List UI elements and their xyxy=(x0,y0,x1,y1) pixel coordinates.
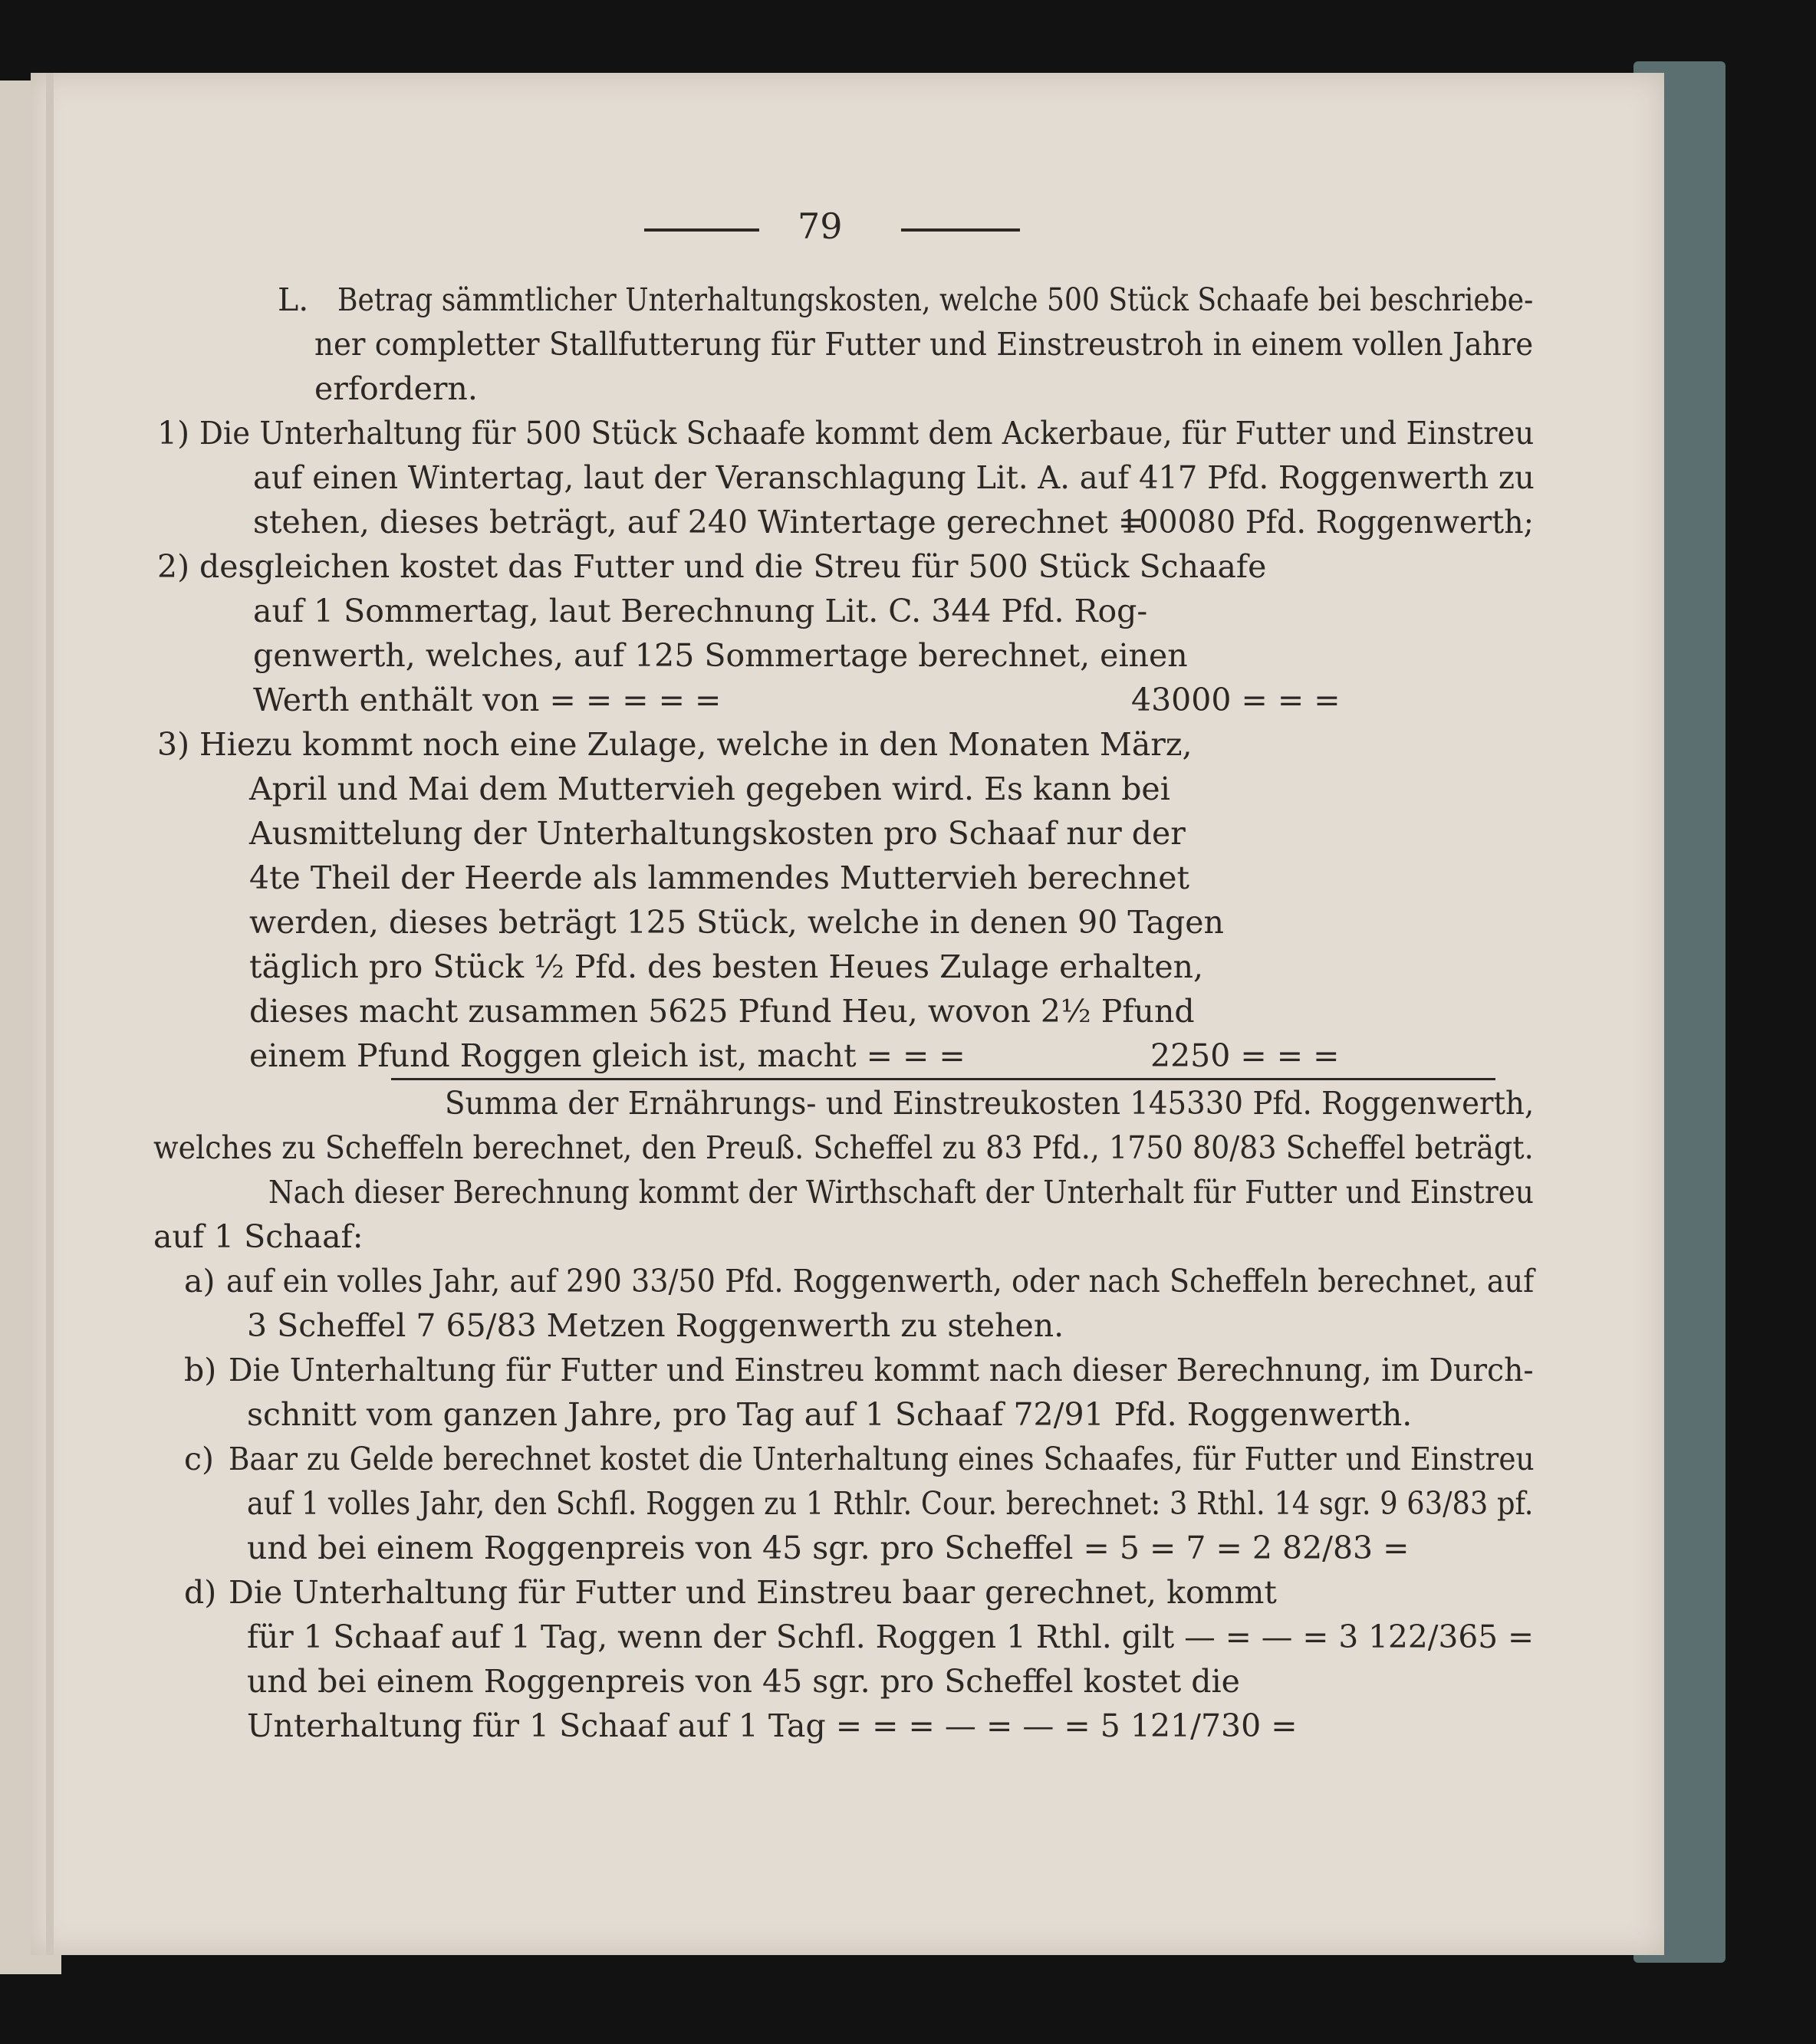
sub-item-line: schnitt vom ganzen Jahre, pro Tag auf 1 Schaaf 72/91 Pfd. Roggenwerth. xyxy=(247,1396,1413,1433)
item-line: April und Mai dem Muttervieh gegeben wird. Es kann bei xyxy=(249,771,1170,807)
item-amount: 43000 = = = xyxy=(1131,682,1341,718)
item-line: auf einen Wintertag, laut der Veranschlagung Lit. A. auf 417 Pfd. Roggenwerth zu xyxy=(253,459,1535,496)
sub-item-marker: a) xyxy=(184,1263,215,1300)
intro-line: Nach dieser Berechnung kommt der Wirthschaft der Unterhalt für Futter und Einstreu xyxy=(268,1174,1534,1211)
sub-item-marker: b) xyxy=(184,1352,217,1388)
sub-item-line: 3 Scheffel 7 65/83 Metzen Roggenwerth zu stehen. xyxy=(247,1307,1064,1344)
item-line: stehen, dieses beträgt, auf 240 Wintertage gerechnet = xyxy=(253,504,1145,541)
section-letter: L. xyxy=(278,281,309,318)
sum-rule xyxy=(391,1078,1495,1080)
item-line: genwerth, welches, auf 125 Sommertage berechnet, einen xyxy=(253,637,1188,674)
sub-item-line: Die Unterhaltung für Futter und Einstreu baar gerechnet, kommt xyxy=(229,1574,1277,1611)
item-amount: 100080 Pfd. Roggenwerth; xyxy=(1120,504,1534,541)
page-number: 79 xyxy=(798,205,843,247)
item-marker: 3) xyxy=(157,726,190,763)
item-line: täglich pro Stück ½ Pfd. des besten Heues Zulage erhalten, xyxy=(249,948,1204,985)
sub-item-line: Baar zu Gelde berechnet kostet die Unterhaltung eines Schaafes, für Futter und Einstreu xyxy=(229,1441,1535,1477)
item-line: dieses macht zusammen 5625 Pfund Heu, wovon 2½ Pfund xyxy=(249,993,1195,1030)
header-rule-right xyxy=(901,228,1020,232)
item-line: Werth enthält von = = = = = xyxy=(253,682,722,718)
sub-item-marker: c) xyxy=(184,1441,214,1477)
sub-item-line: auf ein volles Jahr, auf 290 33/50 Pfd. Roggenwerth, oder nach Scheffeln berechnet, auf xyxy=(226,1263,1535,1300)
item-line: Ausmittelung der Unterhaltungskosten pro Schaaf nur der xyxy=(249,815,1186,852)
header-rule-left xyxy=(644,228,759,232)
sub-item-line: und bei einem Roggenpreis von 45 sgr. pro Scheffel kostet die xyxy=(247,1663,1240,1700)
intro-line: auf 1 Schaaf: xyxy=(153,1218,364,1255)
sum-continuation: welches zu Scheffeln berechnet, den Preuß. Scheffel zu 83 Pfd., 1750 80/83 Scheffel beträgt. xyxy=(153,1129,1534,1166)
section-title-line: erfordern. xyxy=(314,370,478,407)
sum-line: Summa der Ernährungs- und Einstreukosten 145330 Pfd. Roggenwerth, xyxy=(445,1085,1535,1122)
section-title-line: Betrag sämmtlicher Unterhaltungskosten, welche 500 Stück Schaafe bei beschriebe- xyxy=(337,281,1534,318)
item-marker: 2) xyxy=(157,548,190,585)
sub-item-line: und bei einem Roggenpreis von 45 sgr. pro Scheffel = 5 = 7 = 2 82/83 = xyxy=(247,1530,1410,1566)
item-line: 4te Theil der Heerde als lammendes Muttervieh berechnet xyxy=(249,859,1189,896)
item-line: auf 1 Sommertag, laut Berechnung Lit. C. 344 Pfd. Rog- xyxy=(253,593,1148,629)
item-line: einem Pfund Roggen gleich ist, macht = = = xyxy=(249,1037,966,1074)
sub-item-marker: d) xyxy=(184,1574,217,1611)
item-line: Die Unterhaltung für 500 Stück Schaafe kommt dem Ackerbaue, für Futter und Einstreu xyxy=(199,415,1535,452)
item-line: werden, dieses beträgt 125 Stück, welche in denen 90 Tagen xyxy=(249,904,1224,941)
item-line: desgleichen kostet das Futter und die Streu für 500 Stück Schaafe xyxy=(199,548,1267,585)
sub-item-line: auf 1 volles Jahr, den Schfl. Roggen zu 1 Rthlr. Cour. berechnet: 3 Rthl. 14 sgr. 9 63/83 pf. xyxy=(247,1485,1534,1522)
item-line: Hiezu kommt noch eine Zulage, welche in den Monaten März, xyxy=(199,726,1193,763)
sub-item-line: Unterhaltung für 1 Schaaf auf 1 Tag = = = — = — = 5 121/730 = xyxy=(247,1707,1298,1744)
item-marker: 1) xyxy=(157,415,190,452)
page-gutter xyxy=(46,73,54,1955)
sub-item-line: Die Unterhaltung für Futter und Einstreu kommt nach dieser Berechnung, im Durch- xyxy=(229,1352,1534,1388)
item-amount: 2250 = = = xyxy=(1150,1037,1340,1074)
section-title-line: ner completter Stallfutterung für Futter und Einstreustroh in einem vollen Jahre xyxy=(314,326,1534,363)
sub-item-line: für 1 Schaaf auf 1 Tag, wenn der Schfl. Roggen 1 Rthl. gilt — = — = 3 122/365 = xyxy=(247,1618,1535,1655)
